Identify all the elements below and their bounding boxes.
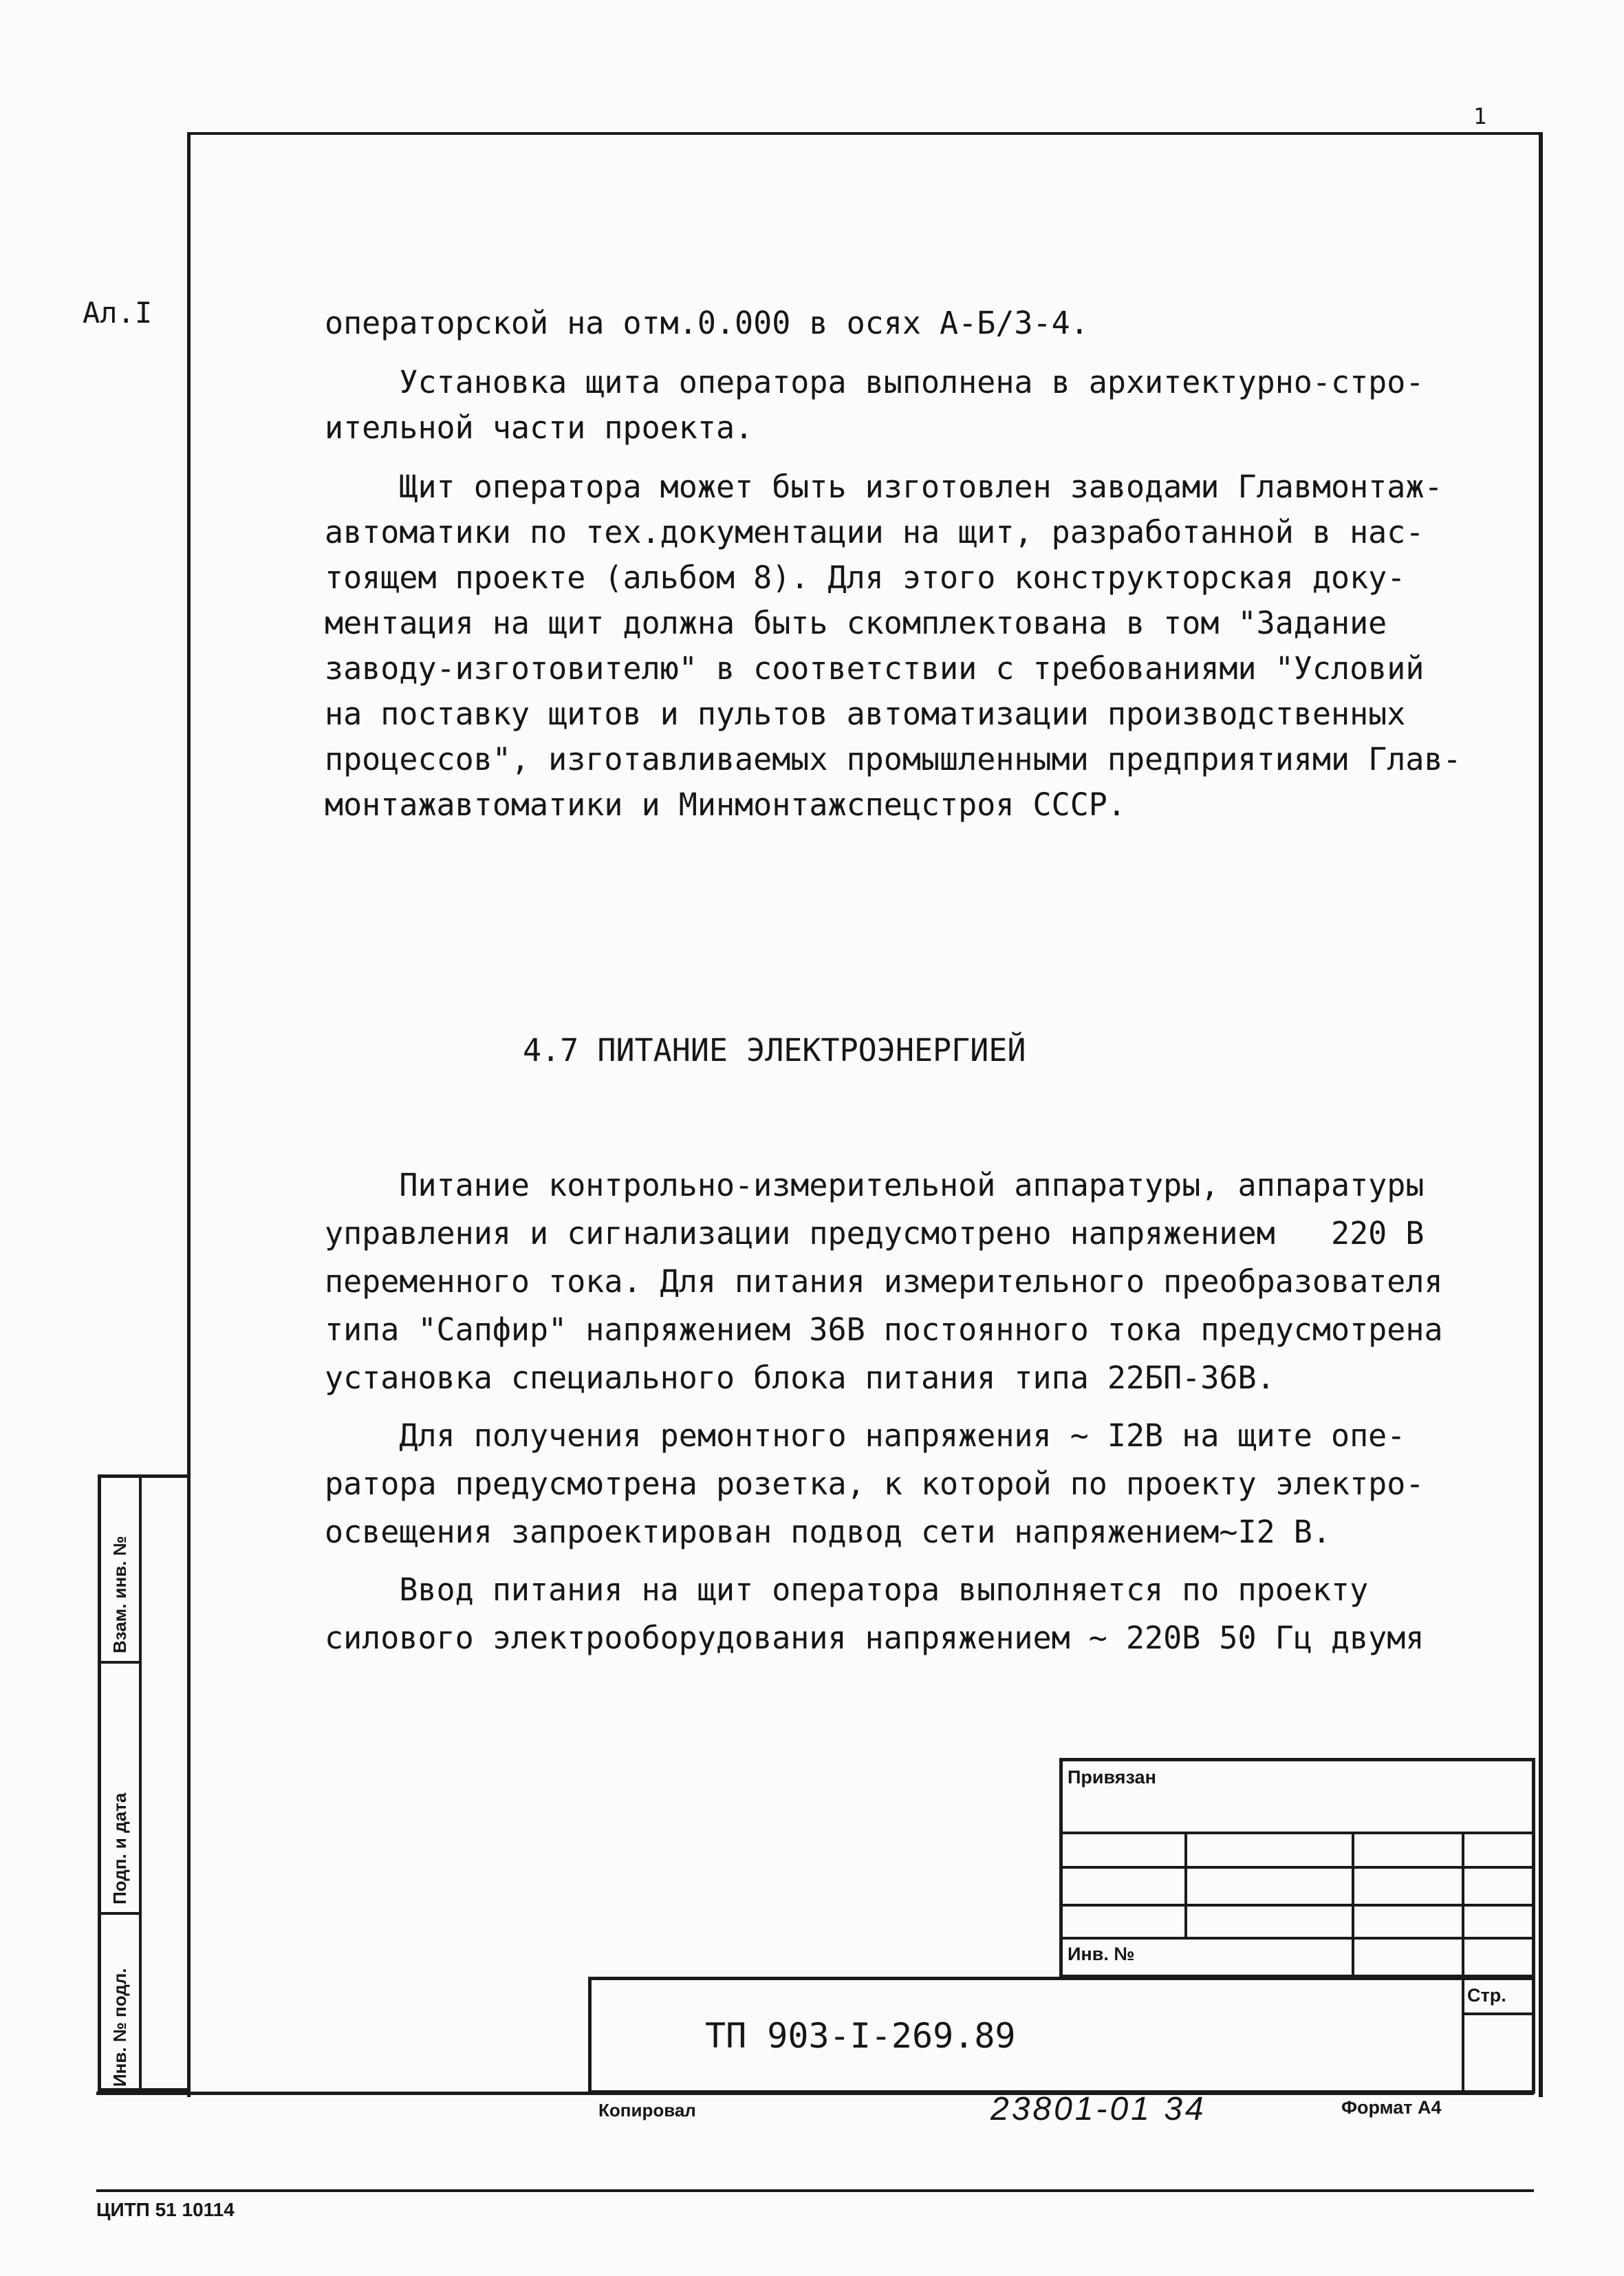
doc-code: ТП 903-I-269.89 <box>705 2016 1016 2056</box>
body-text-top <box>325 301 1494 828</box>
text-line: автоматики по тех.документации на щит, разработанной в нас- <box>325 514 1425 550</box>
album-label: Ал.I <box>83 296 153 330</box>
privyazan-label: Привязан <box>1068 1767 1156 1787</box>
side-stamp-divider <box>139 1478 142 2088</box>
text-line: освещения запроектирован подвод сети напряжением~I2 В. <box>325 1514 1331 1550</box>
text-line: установка специального блока питания типа 22БП-36В. <box>325 1360 1275 1396</box>
table-line <box>1462 1832 1464 1978</box>
page-corner-mark: 1 <box>1473 103 1487 129</box>
format-label: Формат А4 <box>1341 2097 1442 2118</box>
text-line: ратора предусмотрена розетка, к которой по проекту электро- <box>325 1466 1425 1502</box>
text-line: Щит оператора может быть изготовлен заводами Главмонтаж- <box>325 469 1443 505</box>
text-line: ительной части проекта. <box>325 409 754 446</box>
text-line: управления и сигнализации предусмотрено напряжением 220 В <box>325 1215 1425 1252</box>
handwritten-number: 23801-01 34 <box>990 2091 1206 2127</box>
str-label: Стр. <box>1467 1985 1506 2006</box>
kopiroval-label: Копировал <box>598 2100 696 2121</box>
bottom-rule <box>96 2189 1534 2192</box>
text-line: Питание контрольно-измерительной аппаратуры, аппаратуры <box>325 1167 1425 1203</box>
text-line: Установка щита оператора выполнена в архитектурно-стро- <box>325 364 1425 400</box>
text-line: переменного тока. Для питания измерительного преобразователя <box>325 1263 1443 1300</box>
side-stamp-strip <box>98 1474 187 2092</box>
text-line: силового электрооборудования напряжением ~ 220В 50 Гц двумя <box>325 1620 1425 1656</box>
text-line: заводу-изготовителю" в соответствии с требованиями "Условий <box>325 650 1425 687</box>
section-heading: 4.7 ПИТАНИЕ ЭЛЕКТРОЭНЕРГИЕЙ <box>523 1032 1026 1069</box>
text-line: на поставку щитов и пультов автоматизации производственных <box>325 696 1406 732</box>
table-line <box>1352 1832 1354 1978</box>
table-line <box>1462 2012 1535 2015</box>
text-line: Ввод питания на щит оператора выполняется по проекту <box>325 1571 1369 1608</box>
body-text-power <box>325 1163 1494 1664</box>
text-line: типа "Сапфир" напряжением 36В постоянного тока предусмотрена <box>325 1311 1443 1348</box>
inv-no-label: Инв. № <box>1068 1944 1135 1964</box>
text-line: Для получения ремонтного напряжения ~ I2В на щите опе- <box>325 1417 1406 1454</box>
side-label-podp: Подп. и дата <box>109 1792 130 1904</box>
text-line: ментация на щит должна быть скомплектована в том "Задание <box>325 605 1387 641</box>
text-line: тоящем проекте (альбом 8). Для этого конструкторская доку- <box>325 559 1406 596</box>
side-label-zam-inv: Взам. инв. № <box>109 1536 130 1653</box>
cipp-code: ЦИТП 51 10114 <box>96 2199 235 2220</box>
side-label-inv-podl: Инв. № подл. <box>109 1968 130 2087</box>
text-line: операторской на отм.0.000 в осях А-Б/3-4. <box>325 305 1089 341</box>
table-line <box>1462 1977 1464 2094</box>
text-line: процессов", изготавливаемых промышленными предприятиями Глав- <box>325 741 1462 777</box>
text-line: монтажавтоматики и Минмонтажспецстроя СССР. <box>325 786 1126 823</box>
table-line <box>1184 1832 1187 1937</box>
frame-bottom <box>96 2092 1534 2095</box>
